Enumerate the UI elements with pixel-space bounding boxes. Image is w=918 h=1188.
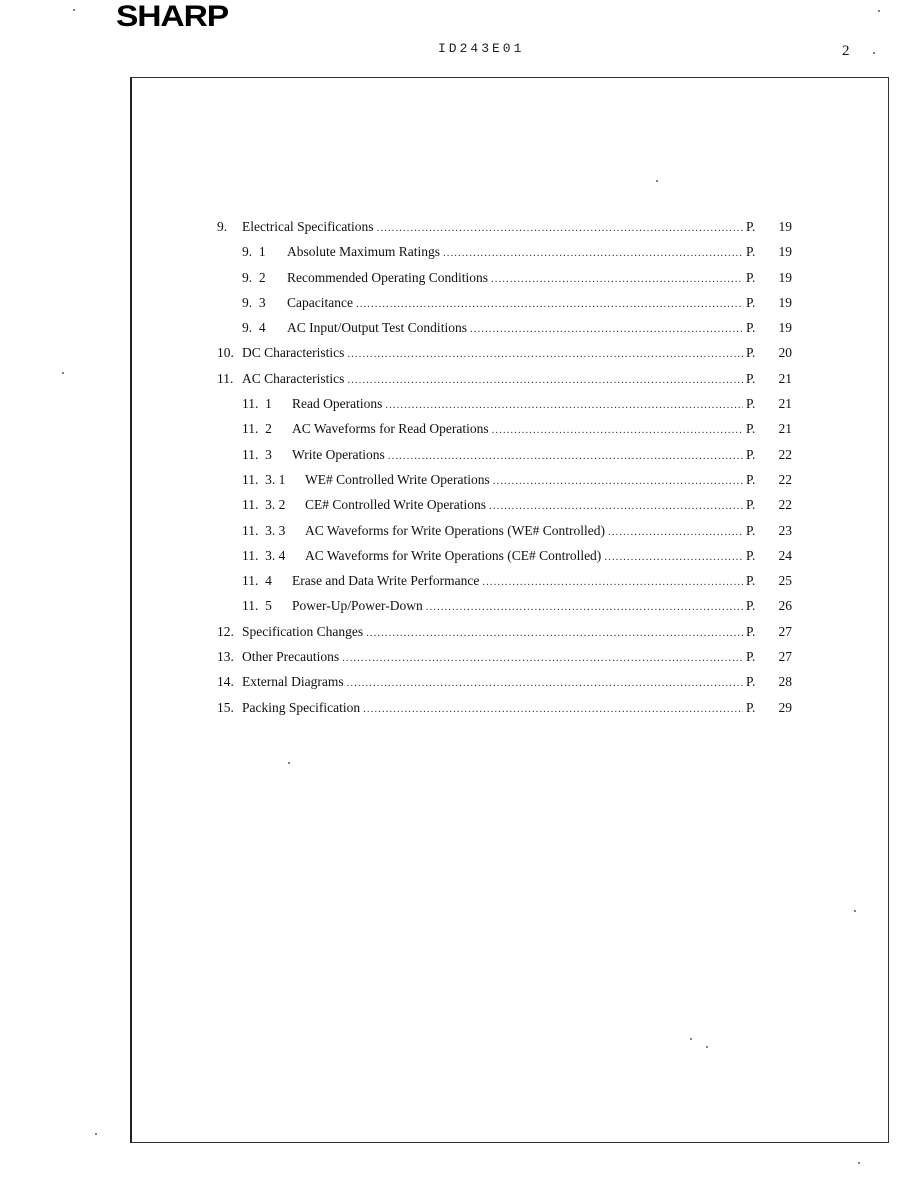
toc-entry-page: 26 [778, 598, 792, 614]
toc-entry [217, 547, 792, 572]
toc-entry-number: 11. 3. 2 [242, 497, 286, 513]
dot-leader [443, 244, 743, 262]
toc-entry-title: Absolute Maximum Ratings [287, 244, 440, 260]
toc-entry [217, 243, 792, 268]
scan-speck [656, 180, 658, 182]
toc-entry-title: WE# Controlled Write Operations [305, 471, 490, 487]
toc-entry-page: 27 [778, 649, 792, 665]
dot-leader [604, 548, 743, 566]
dot-leader [482, 573, 743, 591]
toc-entry-page: 24 [778, 547, 792, 563]
page-prefix: P. [746, 244, 756, 260]
page-prefix: P. [746, 497, 756, 513]
dot-leader [489, 497, 743, 515]
dot-leader [363, 700, 743, 718]
toc-entry-number: 15. [217, 699, 234, 715]
toc-entry-number: 11. 2 [242, 421, 272, 437]
scan-speck [873, 52, 875, 54]
dot-leader [385, 396, 743, 414]
toc-entry-page: 22 [778, 471, 792, 487]
dot-leader [470, 320, 743, 338]
scan-speck [690, 1038, 692, 1040]
toc-entry-number: 14. [217, 674, 234, 690]
toc-entry-page: 28 [778, 674, 792, 690]
page-prefix: P. [746, 598, 756, 614]
toc-entry [217, 648, 792, 673]
toc-entry-title: Read Operations [292, 396, 383, 412]
toc-entry-number: 11. 3. 4 [242, 547, 286, 563]
toc-entry-title: AC Characteristics [242, 370, 345, 386]
toc-entry-title: DC Characteristics [242, 345, 345, 361]
toc-entry [217, 446, 792, 471]
toc-entry-number: 11. 3. 1 [242, 471, 286, 487]
page-prefix: P. [746, 421, 756, 437]
toc-entry-title: CE# Controlled Write Operations [305, 497, 487, 513]
toc-entry-title: Packing Specification [242, 699, 361, 715]
toc-entry-title: AC Input/Output Test Conditions [287, 320, 467, 336]
page-prefix: P. [746, 345, 756, 361]
toc-entry-number: 9. 1 [242, 244, 266, 260]
page-prefix: P. [746, 294, 756, 310]
sharp-logo: SHARP [116, 0, 229, 33]
toc-entry [217, 623, 792, 648]
page-prefix: P. [746, 649, 756, 665]
toc-entry-title: Electrical Specifications [242, 219, 374, 234]
dot-leader [491, 270, 743, 288]
toc-entry-number: 10. [217, 345, 234, 361]
toc-entry-title: Erase and Data Write Performance [292, 573, 480, 589]
toc-entry [217, 471, 792, 496]
toc-entry-page: 20 [778, 345, 792, 361]
dot-leader [608, 523, 743, 541]
scan-speck [288, 762, 290, 764]
toc-entry [217, 395, 792, 420]
toc-entry-number: 11. 4 [242, 573, 272, 589]
toc-entry [217, 269, 792, 294]
dot-leader [377, 219, 743, 237]
toc-entry [217, 699, 792, 724]
toc-entry-number: 13. [217, 649, 234, 665]
toc-entry-page: 19 [778, 219, 792, 234]
page-prefix: P. [746, 522, 756, 538]
toc-entry-title: Write Operations [292, 446, 385, 462]
dot-leader [366, 624, 743, 642]
page-number: 2 [842, 43, 850, 59]
toc-entry-page: 19 [778, 320, 792, 336]
scan-speck [62, 372, 64, 374]
page-prefix: P. [746, 396, 756, 412]
toc-entry [217, 420, 792, 445]
toc-entry-title: AC Waveforms for Write Operations (WE# Controlled) [305, 522, 606, 538]
toc-entry [217, 294, 792, 319]
page-prefix: P. [746, 269, 756, 285]
toc-entry-number: 9. 4 [242, 320, 266, 336]
toc-entry [217, 218, 792, 243]
dot-leader [492, 421, 743, 439]
toc-entry-page: 25 [778, 573, 792, 589]
toc-entry-page: 22 [778, 497, 792, 513]
table-of-contents [217, 218, 792, 724]
toc-entry [217, 319, 792, 344]
dot-leader [347, 371, 743, 389]
toc-entry-title: External Diagrams [242, 674, 344, 690]
page-prefix: P. [746, 320, 756, 336]
page-prefix: P. [746, 370, 756, 386]
toc-entry-page: 19 [778, 294, 792, 310]
dot-leader [347, 674, 743, 692]
toc-entry-title: Recommended Operating Conditions [287, 269, 488, 285]
toc-entry-number: 11. 1 [242, 396, 272, 412]
scan-speck [878, 10, 880, 12]
toc-entry [217, 597, 792, 622]
page-prefix: P. [746, 699, 756, 715]
toc-entry-page: 21 [778, 396, 792, 412]
toc-entry-page: 19 [778, 244, 792, 260]
toc-entry [217, 572, 792, 597]
page-prefix: P. [746, 547, 756, 563]
toc-entry [217, 673, 792, 698]
toc-entry-number: 12. [217, 623, 234, 639]
dot-leader [356, 295, 743, 313]
toc-entry-title: AC Waveforms for Write Operations (CE# Controlled) [305, 547, 602, 563]
dot-leader [342, 649, 743, 667]
page-prefix: P. [746, 219, 756, 234]
toc-entry-page: 19 [778, 269, 792, 285]
toc-entry-number: 11. [217, 370, 234, 386]
page-prefix: P. [746, 446, 756, 462]
toc-entry-number: 11. 5 [242, 598, 272, 614]
toc-entry-page: 27 [778, 623, 792, 639]
toc-entry-page: 22 [778, 446, 792, 462]
scan-speck [706, 1046, 708, 1048]
toc-entry-number: 9. [217, 219, 228, 234]
scan-speck [858, 1162, 860, 1164]
toc-entry [217, 370, 792, 395]
toc-entry-page: 29 [778, 699, 792, 715]
page-prefix: P. [746, 573, 756, 589]
toc-entry-title: Capacitance [287, 294, 353, 310]
page-prefix: P. [746, 471, 756, 487]
toc-entry-title: AC Waveforms for Read Operations [292, 421, 489, 437]
toc-entry [217, 344, 792, 369]
toc-entry-title: Other Precautions [242, 649, 340, 665]
toc-entry-title: Specification Changes [242, 623, 364, 639]
dot-leader [426, 598, 743, 616]
toc-entry-number: 11. 3 [242, 446, 272, 462]
toc-entry-number: 11. 3. 3 [242, 522, 286, 538]
toc-entry-title: Power-Up/Power-Down [292, 598, 423, 614]
dot-leader [493, 472, 743, 490]
toc-entry-number: 9. 2 [242, 269, 266, 285]
toc-entry-page: 21 [778, 370, 792, 386]
scan-speck [95, 1133, 97, 1135]
toc-entry-page: 21 [778, 421, 792, 437]
toc-entry [217, 522, 792, 547]
dot-leader [388, 447, 743, 465]
toc-entry-page: 23 [778, 522, 792, 538]
scan-speck [73, 9, 75, 11]
scan-speck [854, 910, 856, 912]
page-prefix: P. [746, 623, 756, 639]
toc-entry-number: 9. 3 [242, 294, 266, 310]
page-prefix: P. [746, 674, 756, 690]
toc-entry [217, 496, 792, 521]
document-id: ID243E01 [438, 41, 525, 56]
dot-leader [347, 345, 743, 363]
